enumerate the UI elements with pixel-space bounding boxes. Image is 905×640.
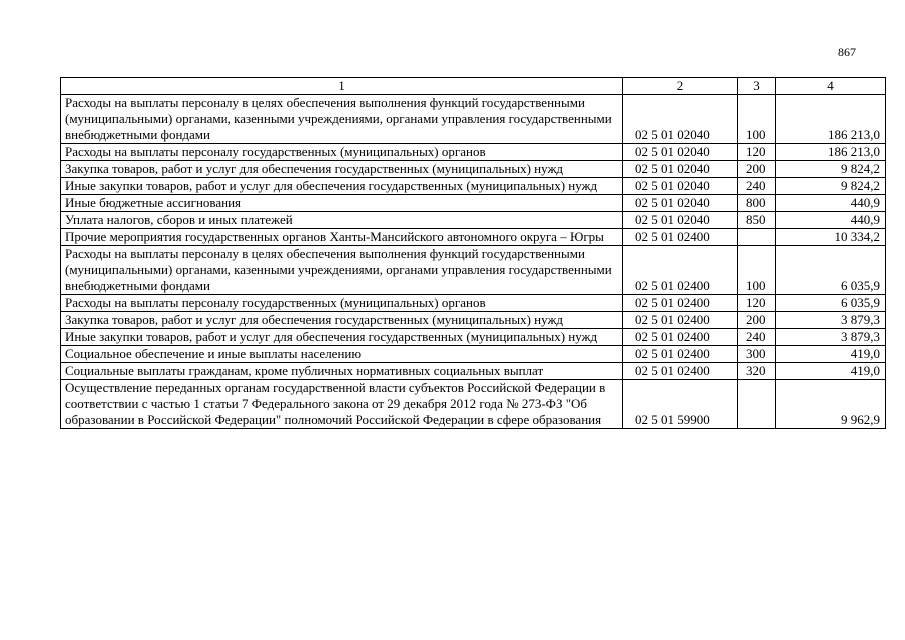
row-type-cell: 240 xyxy=(738,329,776,346)
table-row xyxy=(61,295,886,312)
row-type-cell: 120 xyxy=(738,144,776,161)
row-type-cell: 240 xyxy=(738,178,776,195)
table-row xyxy=(61,144,886,161)
row-type-cell: 200 xyxy=(738,161,776,178)
table-row xyxy=(61,312,886,329)
row-code-cell: 02 5 01 02040 xyxy=(623,212,738,229)
row-name-cell: Иные бюджетные ассигнования xyxy=(61,195,623,212)
row-code-cell: 02 5 01 02400 xyxy=(623,329,738,346)
budget-table xyxy=(60,77,886,429)
row-name-cell: Расходы на выплаты персоналу в целях обеспечения выполнения функций государственными (муниципальными) органами, казенными учреждениями, органами управления государственными внебюджетными фондами xyxy=(61,246,623,295)
row-name-cell: Осуществление переданных органам государственной власти субъектов Российской Федерации в соответствии с частью 1 статьи 7 Федерального закона от 29 декабря 2012 года № 273-ФЗ "Об образовании в Российской Федерации" полномочий Российской Федерации в сфере образования xyxy=(61,380,623,429)
table-row xyxy=(61,363,886,380)
row-amount-cell: 3 879,3 xyxy=(776,312,886,329)
row-amount-cell: 419,0 xyxy=(776,363,886,380)
row-type-cell: 100 xyxy=(738,95,776,144)
row-amount-cell: 3 879,3 xyxy=(776,329,886,346)
row-code-cell: 02 5 01 02040 xyxy=(623,95,738,144)
row-code-cell: 02 5 01 02040 xyxy=(623,178,738,195)
row-code-cell: 02 5 01 02040 xyxy=(623,195,738,212)
table-row xyxy=(61,329,886,346)
column-header-4: 4 xyxy=(776,78,886,95)
row-name-cell: Закупка товаров, работ и услуг для обеспечения государственных (муниципальных) нужд xyxy=(61,312,623,329)
row-type-cell: 200 xyxy=(738,312,776,329)
row-type-cell: 100 xyxy=(738,246,776,295)
row-type-cell: 300 xyxy=(738,346,776,363)
table-row xyxy=(61,195,886,212)
row-name-cell: Социальное обеспечение и иные выплаты населению xyxy=(61,346,623,363)
row-name-cell: Расходы на выплаты персоналу государственных (муниципальных) органов xyxy=(61,144,623,161)
row-amount-cell: 10 334,2 xyxy=(776,229,886,246)
page-number: 867 xyxy=(838,45,856,59)
row-name-cell: Прочие мероприятия государственных органов Ханты-Мансийского автономного округа – Югры xyxy=(61,229,623,246)
row-code-cell: 02 5 01 02040 xyxy=(623,161,738,178)
row-type-cell: 850 xyxy=(738,212,776,229)
row-code-cell: 02 5 01 02400 xyxy=(623,295,738,312)
row-type-cell xyxy=(738,229,776,246)
table-row xyxy=(61,178,886,195)
row-amount-cell: 9 824,2 xyxy=(776,178,886,195)
table-row xyxy=(61,380,886,429)
row-type-cell: 120 xyxy=(738,295,776,312)
row-amount-cell: 6 035,9 xyxy=(776,246,886,295)
row-amount-cell: 186 213,0 xyxy=(776,95,886,144)
row-code-cell: 02 5 01 02400 xyxy=(623,312,738,329)
row-amount-cell: 186 213,0 xyxy=(776,144,886,161)
table-row xyxy=(61,95,886,144)
table-row xyxy=(61,246,886,295)
row-amount-cell: 440,9 xyxy=(776,212,886,229)
row-amount-cell: 6 035,9 xyxy=(776,295,886,312)
row-code-cell: 02 5 01 59900 xyxy=(623,380,738,429)
row-amount-cell: 9 962,9 xyxy=(776,380,886,429)
column-header-1: 1 xyxy=(61,78,623,95)
row-name-cell: Иные закупки товаров, работ и услуг для обеспечения государственных (муниципальных) нужд xyxy=(61,178,623,195)
row-amount-cell: 9 824,2 xyxy=(776,161,886,178)
row-name-cell: Социальные выплаты гражданам, кроме публичных нормативных социальных выплат xyxy=(61,363,623,380)
row-name-cell: Закупка товаров, работ и услуг для обеспечения государственных (муниципальных) нужд xyxy=(61,161,623,178)
row-type-cell: 320 xyxy=(738,363,776,380)
table-row xyxy=(61,229,886,246)
row-name-cell: Иные закупки товаров, работ и услуг для обеспечения государственных (муниципальных) нужд xyxy=(61,329,623,346)
row-code-cell: 02 5 01 02400 xyxy=(623,346,738,363)
column-header-3: 3 xyxy=(738,78,776,95)
row-code-cell: 02 5 01 02400 xyxy=(623,229,738,246)
row-amount-cell: 419,0 xyxy=(776,346,886,363)
row-type-cell: 800 xyxy=(738,195,776,212)
table-row xyxy=(61,346,886,363)
row-code-cell: 02 5 01 02400 xyxy=(623,246,738,295)
row-name-cell: Расходы на выплаты персоналу государственных (муниципальных) органов xyxy=(61,295,623,312)
table-row xyxy=(61,161,886,178)
row-type-cell xyxy=(738,380,776,429)
row-amount-cell: 440,9 xyxy=(776,195,886,212)
row-code-cell: 02 5 01 02400 xyxy=(623,363,738,380)
table-header-row xyxy=(61,78,886,95)
column-header-2: 2 xyxy=(623,78,738,95)
row-name-cell: Уплата налогов, сборов и иных платежей xyxy=(61,212,623,229)
row-name-cell: Расходы на выплаты персоналу в целях обеспечения выполнения функций государственными (муниципальными) органами, казенными учреждениями, органами управления государственными внебюджетными фондами xyxy=(61,95,623,144)
row-code-cell: 02 5 01 02040 xyxy=(623,144,738,161)
table-row xyxy=(61,212,886,229)
